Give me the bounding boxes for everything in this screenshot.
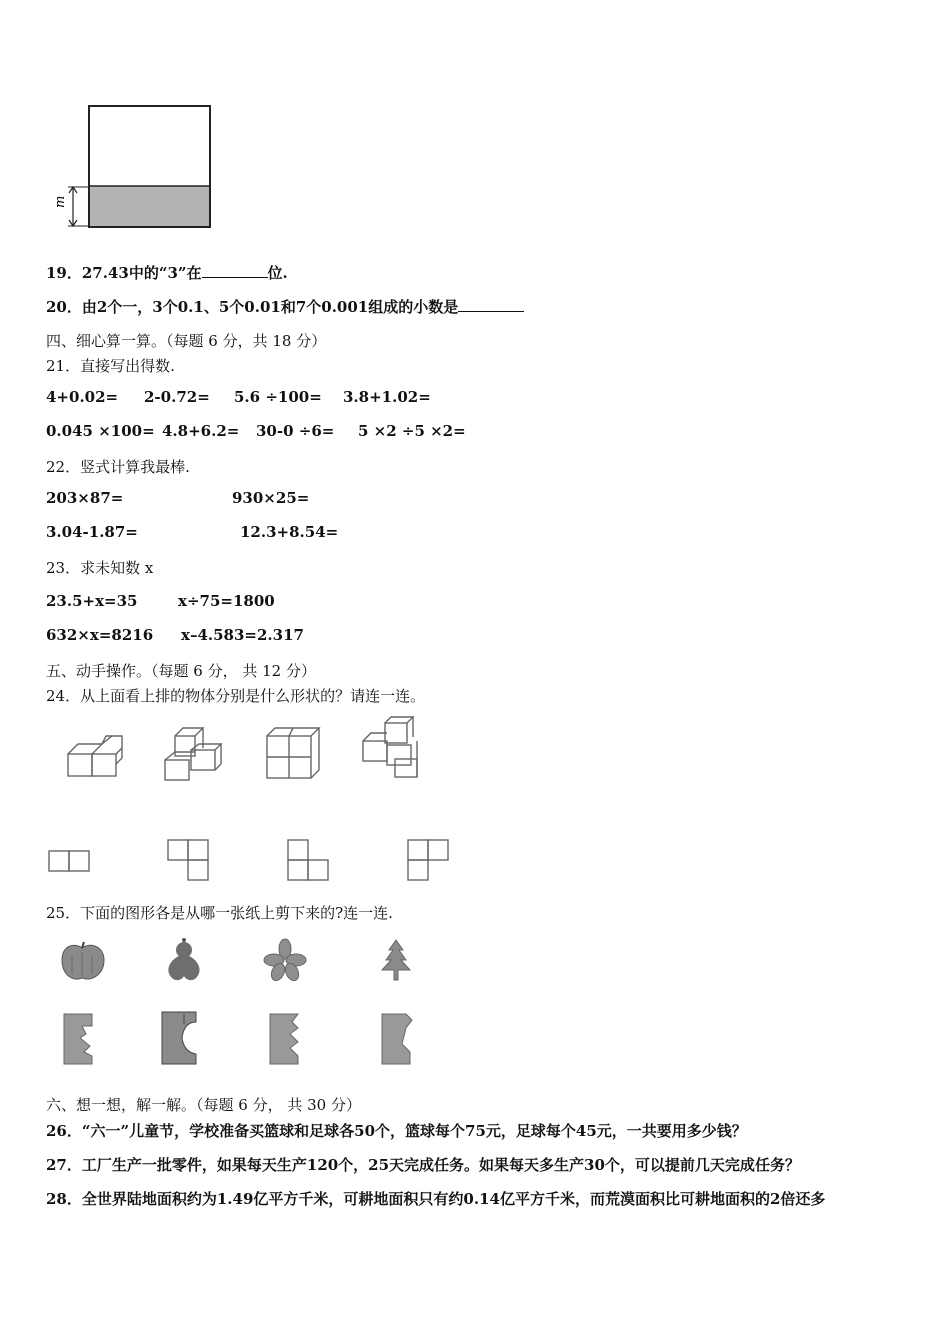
question-21-title: 21．直接写出得数. [46,357,175,375]
paper-piece-4 [380,1012,416,1066]
calc-item: 5.6 ÷100= [234,388,322,406]
cube-solid-4 [357,715,425,781]
equation-item: x–4.583=2.317 [181,626,304,644]
equation-item: x÷75=1800 [178,592,275,610]
calc-item: 3.04-1.87= [46,523,138,541]
height-label: m [53,195,68,208]
answer-blank[interactable] [458,297,524,312]
question-19: 19．27.43中的“3”在 位. [46,264,288,282]
cube-solid-1 [66,734,126,782]
top-view-4 [406,838,452,884]
section-5-heading: 五、动手操作。（每题 6 分， 共 12 分） [46,662,316,680]
gourd-shape [162,936,206,984]
question-24-title: 24．从上面看上排的物体分别是什么形状的？请连一连。 [46,687,426,705]
calc-item: 5 ×2 ÷5 ×2= [358,422,466,440]
calc-item: 12.3+8.54= [240,523,339,541]
question-26: 26．“六一”儿童节，学校准备买篮球和足球各50个，篮球每个75元，足球每个45元，一共要用多少钱？ [46,1122,747,1140]
calc-item: 0.045 ×100= [46,422,155,440]
equation-item: 632×x=8216 [46,626,154,644]
calc-item: 2-0.72= [144,388,210,406]
answer-blank[interactable] [202,263,268,278]
calc-item: 4+0.02= [46,388,119,406]
question-20: 20．由2个一，3个0.1、5个0.01和7个0.001组成的小数是 [46,296,524,317]
container-figure [50,100,220,235]
question-25-title: 25．下面的图形各是从哪一张纸上剪下来的?连一连. [46,904,393,922]
calc-item: 4.8+6.2= [162,422,240,440]
top-view-3 [286,838,330,884]
section-4-heading: 四、细心算一算。（每题 6 分，共 18 分） [46,332,327,350]
question-23-title: 23．求未知数 x [46,559,154,577]
calc-item: 930×25= [232,489,310,507]
apple-shape [60,940,106,984]
equation-item: 23.5+x=35 [46,592,138,610]
cube-solid-2 [161,722,226,784]
calc-item: 3.8+1.02= [343,388,431,406]
flower-shape [262,938,308,982]
paper-piece-2 [160,1010,198,1066]
paper-piece-3 [268,1012,302,1066]
water-fill [90,186,209,226]
question-27: 27．工厂生产一批零件，如果每天生产120个，25天完成任务。如果每天多生产30个，可以提前几天完成任务？ [46,1156,800,1174]
calc-item: 203×87= [46,489,124,507]
section-6-heading: 六、想一想，解一解。（每题 6 分， 共 30 分） [46,1096,361,1114]
question-22-title: 22．竖式计算我最棒. [46,458,190,476]
tree-shape [376,938,416,984]
top-view-2 [166,838,210,884]
top-view-1 [48,848,92,874]
question-28: 28．全世界陆地面积约为1.49亿平方千米，可耕地面积只有约0.14亿平方千米，而荒漠面积比可耕地面积的2倍还多 [46,1190,826,1208]
cube-solid-3 [263,726,323,782]
paper-piece-1 [62,1012,98,1066]
calc-item: 30-0 ÷6= [256,422,335,440]
